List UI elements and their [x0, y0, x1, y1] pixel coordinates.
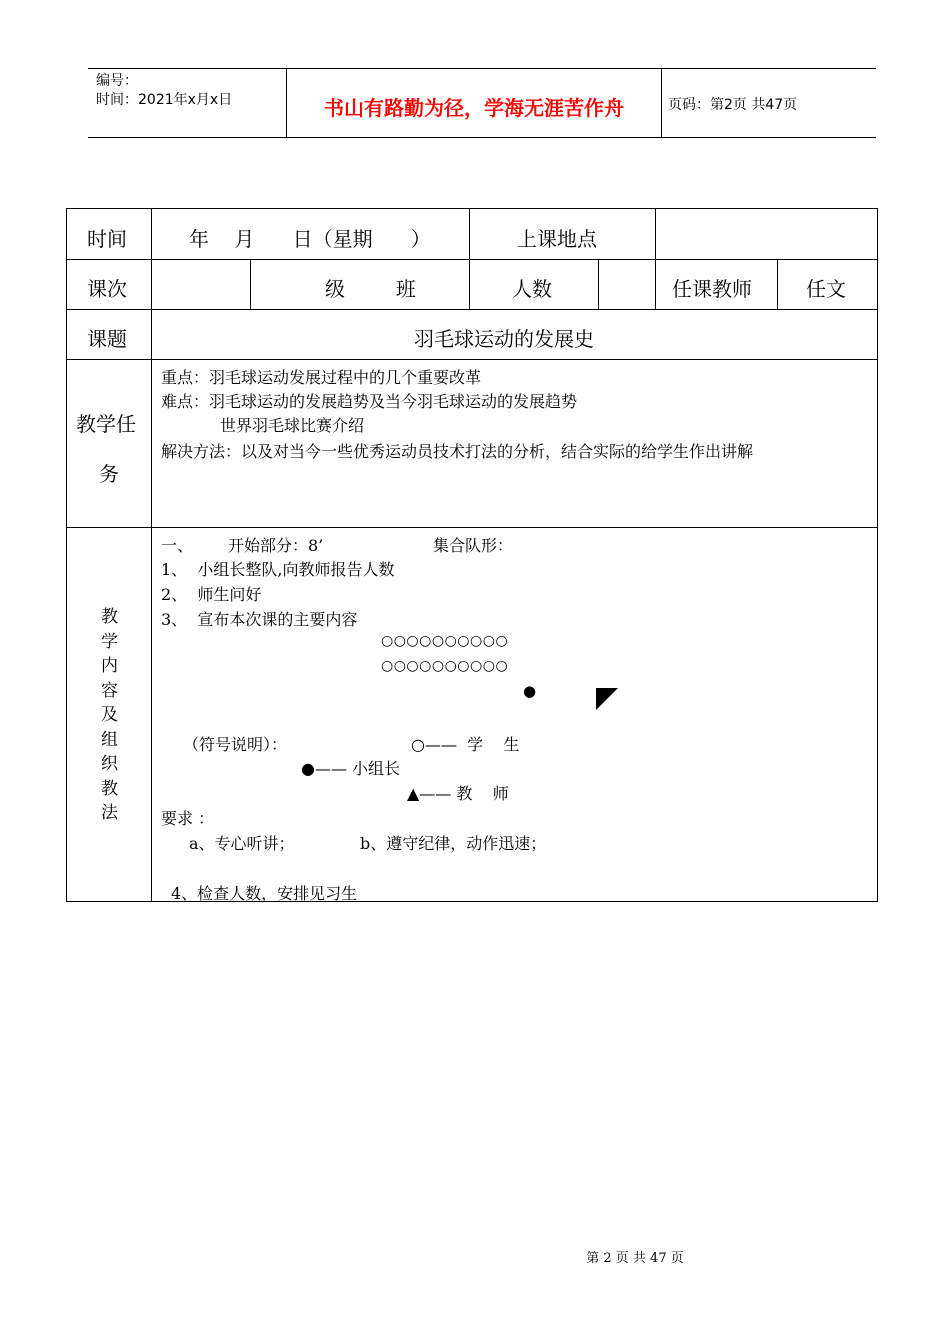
column-divider	[598, 259, 599, 309]
page-info: 页码：第2页 共47页	[668, 97, 798, 113]
vertical-char: 内	[101, 656, 118, 676]
topic-value-cell: 羽毛球运动的发展史	[414, 327, 594, 351]
column-divider	[250, 259, 251, 309]
count-label-cell: 人数	[512, 277, 552, 301]
leader-dot: ●	[523, 682, 537, 700]
legend-title: （符号说明）：	[183, 735, 288, 754]
content-item-3: 3、 宣布本次课的主要内容	[161, 610, 358, 629]
date-value-cell: 年 月 日（星期 ）	[189, 227, 431, 251]
content-item-1: 1、 小组长整队,向教师报告人数	[161, 560, 395, 579]
teacher-triangle-icon	[596, 688, 618, 710]
task-solution: 解决方法：以及对当今一些优秀运动员技术打法的分析，结合实际的给学生作出讲解	[161, 442, 754, 461]
requirement-a: a、专心听讲；	[189, 834, 295, 853]
legend-leader: ●—— 小组长	[301, 759, 401, 778]
topic-label-cell: 课题	[87, 327, 127, 351]
vertical-char: 学	[101, 631, 118, 652]
motto-text: 书山有路勤为径，学海无涯苦作舟	[324, 96, 624, 120]
page-header	[88, 68, 876, 138]
legend-student: ○—— 学 生	[411, 735, 520, 754]
lesson-label-cell: 课次	[87, 277, 127, 301]
header-motto-cell	[286, 69, 662, 137]
time-label: 时间：2021年x月x日	[96, 92, 233, 108]
formation-row-2: ○○○○○○○○○○	[381, 658, 509, 674]
task-difficulty-cont: 世界羽毛球比赛介绍	[220, 416, 365, 435]
content-item-4: 4、检查人数，安排见习生	[171, 884, 358, 903]
lesson-plan-table	[66, 208, 878, 902]
section-title: 开始部分：8’	[228, 536, 324, 555]
page-footer	[0, 1247, 950, 1266]
vertical-char: 织	[101, 754, 118, 774]
task-difficulty: 难点：羽毛球运动的发展趋势及当今羽毛球运动的发展趋势	[161, 392, 578, 411]
task-label-line2: 务	[99, 462, 119, 486]
row-divider	[67, 259, 877, 260]
time-label-cell: 时间	[87, 227, 127, 251]
header-meta	[88, 69, 286, 137]
teacher-label-cell: 任课教师	[672, 277, 752, 301]
section-number: 一、	[161, 536, 194, 555]
location-label-cell: 上课地点	[517, 227, 597, 251]
row-divider	[67, 359, 877, 360]
column-divider	[777, 259, 778, 309]
vertical-char: 及	[101, 705, 118, 725]
column-divider	[655, 209, 656, 259]
requirements-label: 要求 ：	[161, 809, 215, 828]
formation-row-1: ○○○○○○○○○○	[381, 633, 509, 649]
task-key-point: 重点：羽毛球运动发展过程中的几个重要改革	[161, 368, 482, 387]
task-label-line1: 教学任	[76, 412, 136, 436]
vertical-char: 容	[101, 680, 118, 701]
row-divider	[67, 309, 877, 310]
requirement-b: b、遵守纪律，动作迅速；	[360, 834, 547, 853]
formation-label: 集合队形：	[433, 536, 514, 555]
vertical-char: 法	[101, 803, 118, 823]
class-value-cell: 级 班	[325, 277, 416, 301]
column-divider	[655, 259, 656, 309]
teacher-value-cell: 任文	[806, 277, 846, 301]
vertical-char: 组	[101, 729, 118, 750]
row-divider	[67, 527, 877, 528]
vertical-char: 教	[101, 607, 118, 627]
content-vertical-label	[67, 605, 152, 826]
content-item-2: 2、 师生问好	[161, 585, 262, 604]
vertical-char: 教	[101, 778, 118, 799]
number-label: 编号：	[96, 73, 138, 89]
column-divider	[469, 209, 470, 309]
footer-page-text: 第 2 页 共 47 页	[586, 1251, 684, 1266]
legend-teacher: ▲—— 教 师	[407, 784, 509, 803]
